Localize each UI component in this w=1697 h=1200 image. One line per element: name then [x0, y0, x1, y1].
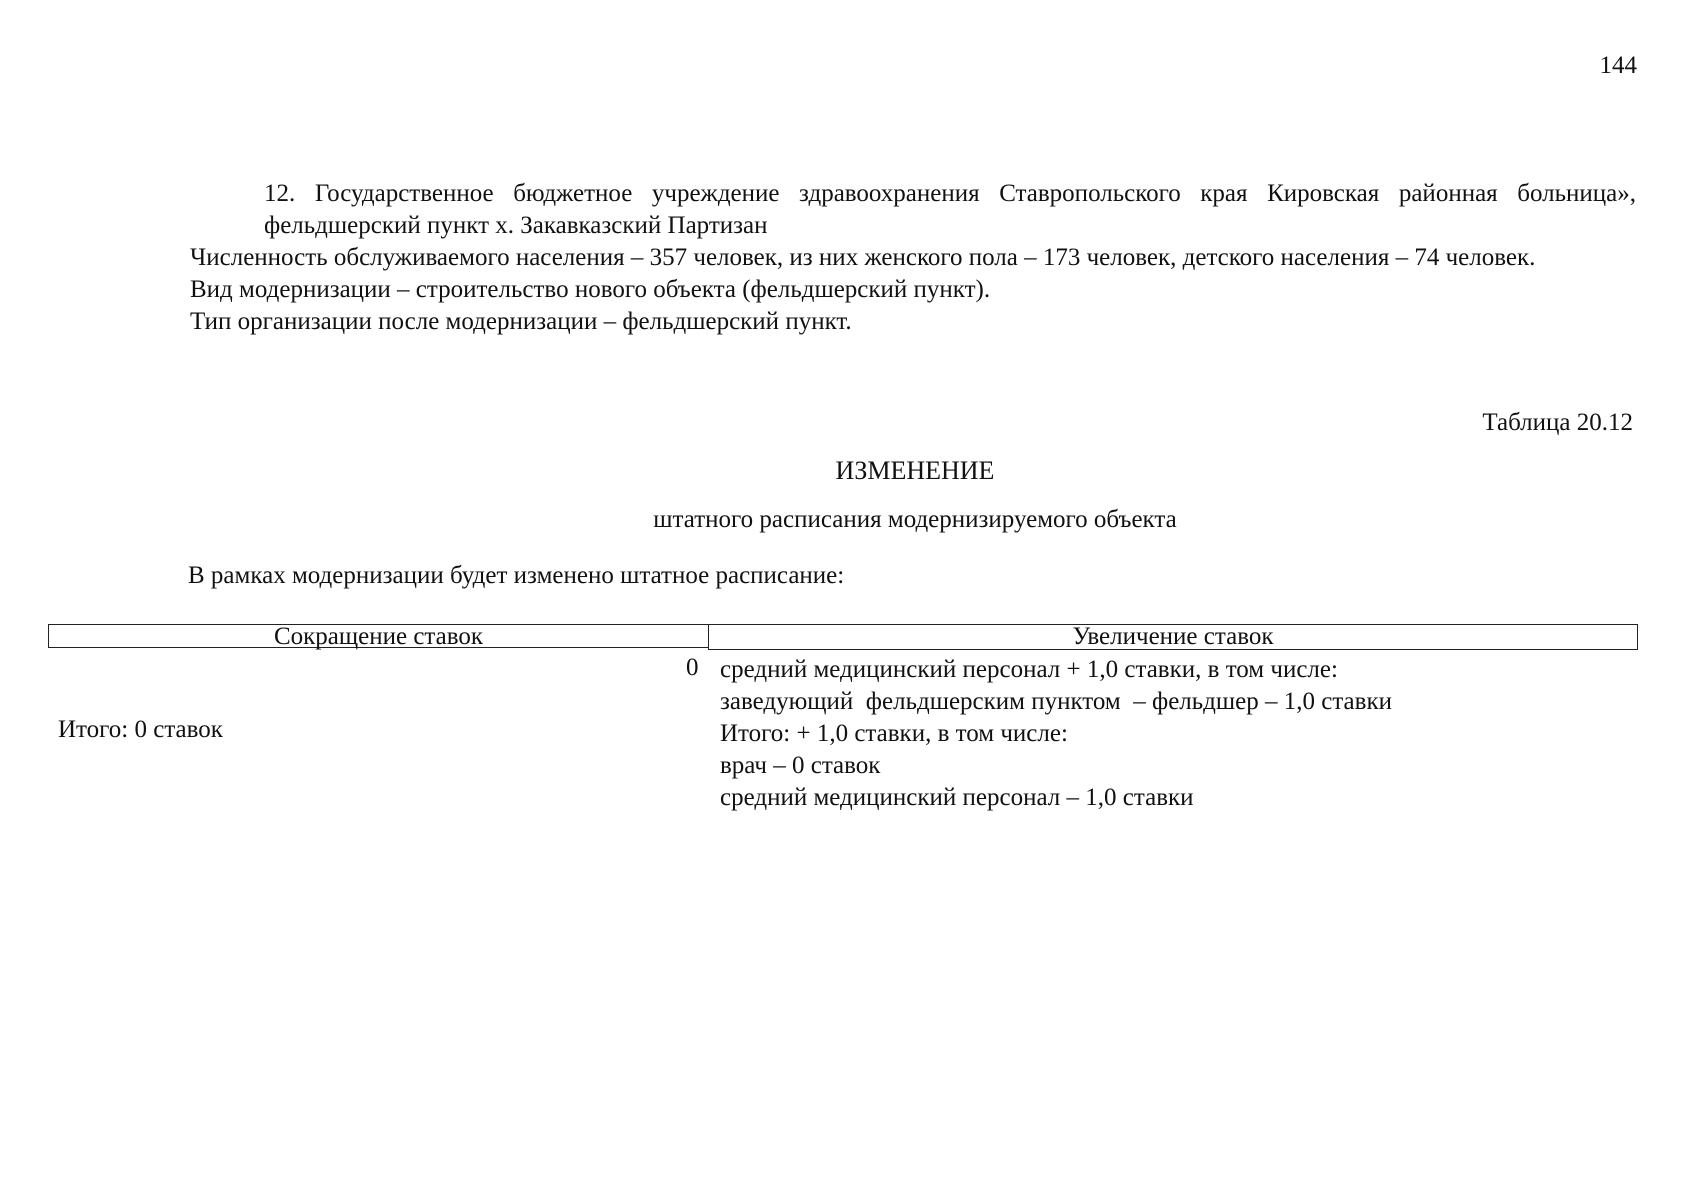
increase-line: заведующий фельдшерским пунктом – фельдшер – 1,0 ставки	[720, 688, 1392, 715]
lead-text: В рамках модернизации будет изменено штатное расписание:	[188, 562, 845, 589]
header-reduction: Сокращение ставок	[48, 624, 708, 648]
increase-cell	[720, 654, 1392, 814]
reduction-value: 0	[686, 654, 699, 681]
reduction-total: Итого: 0 ставок	[58, 716, 223, 743]
increase-line: Итого: + 1,0 ставки, в том числе:	[720, 720, 1068, 747]
increase-line: врач – 0 ставок	[720, 752, 881, 779]
table-label: Таблица 20.12	[1482, 409, 1633, 436]
organization-type-text: Тип организации после модернизации – фельдшерский пункт.	[190, 308, 852, 335]
facility-item: 12. Государственное бюджетное учреждение здравоохранения Ставропольского края Кировская районная больница», фельдшерский пункт х. Закавказский Партизан	[264, 180, 1636, 239]
modernization-type-text: Вид модернизации – строительство нового объекта (фельдшерский пункт).	[190, 276, 991, 303]
document-subheading: штатного расписания модернизируемого объекта	[653, 506, 1177, 533]
header-increase: Увеличение ставок	[708, 624, 1638, 650]
page-number: 144	[1599, 52, 1637, 79]
increase-line: средний медицинский персонал + 1,0 ставки, в том числе:	[720, 656, 1338, 683]
intro-section	[190, 178, 1636, 338]
population-text: Численность обслуживаемого населения – 357 человек, из них женского пола – 173 человек, детского населения – 74 человек.	[190, 244, 1536, 271]
staff-table-header	[48, 624, 1638, 648]
increase-line: средний медицинский персонал – 1,0 ставки	[720, 784, 1194, 811]
document-heading: ИЗМЕНЕНИЕ	[835, 456, 995, 485]
